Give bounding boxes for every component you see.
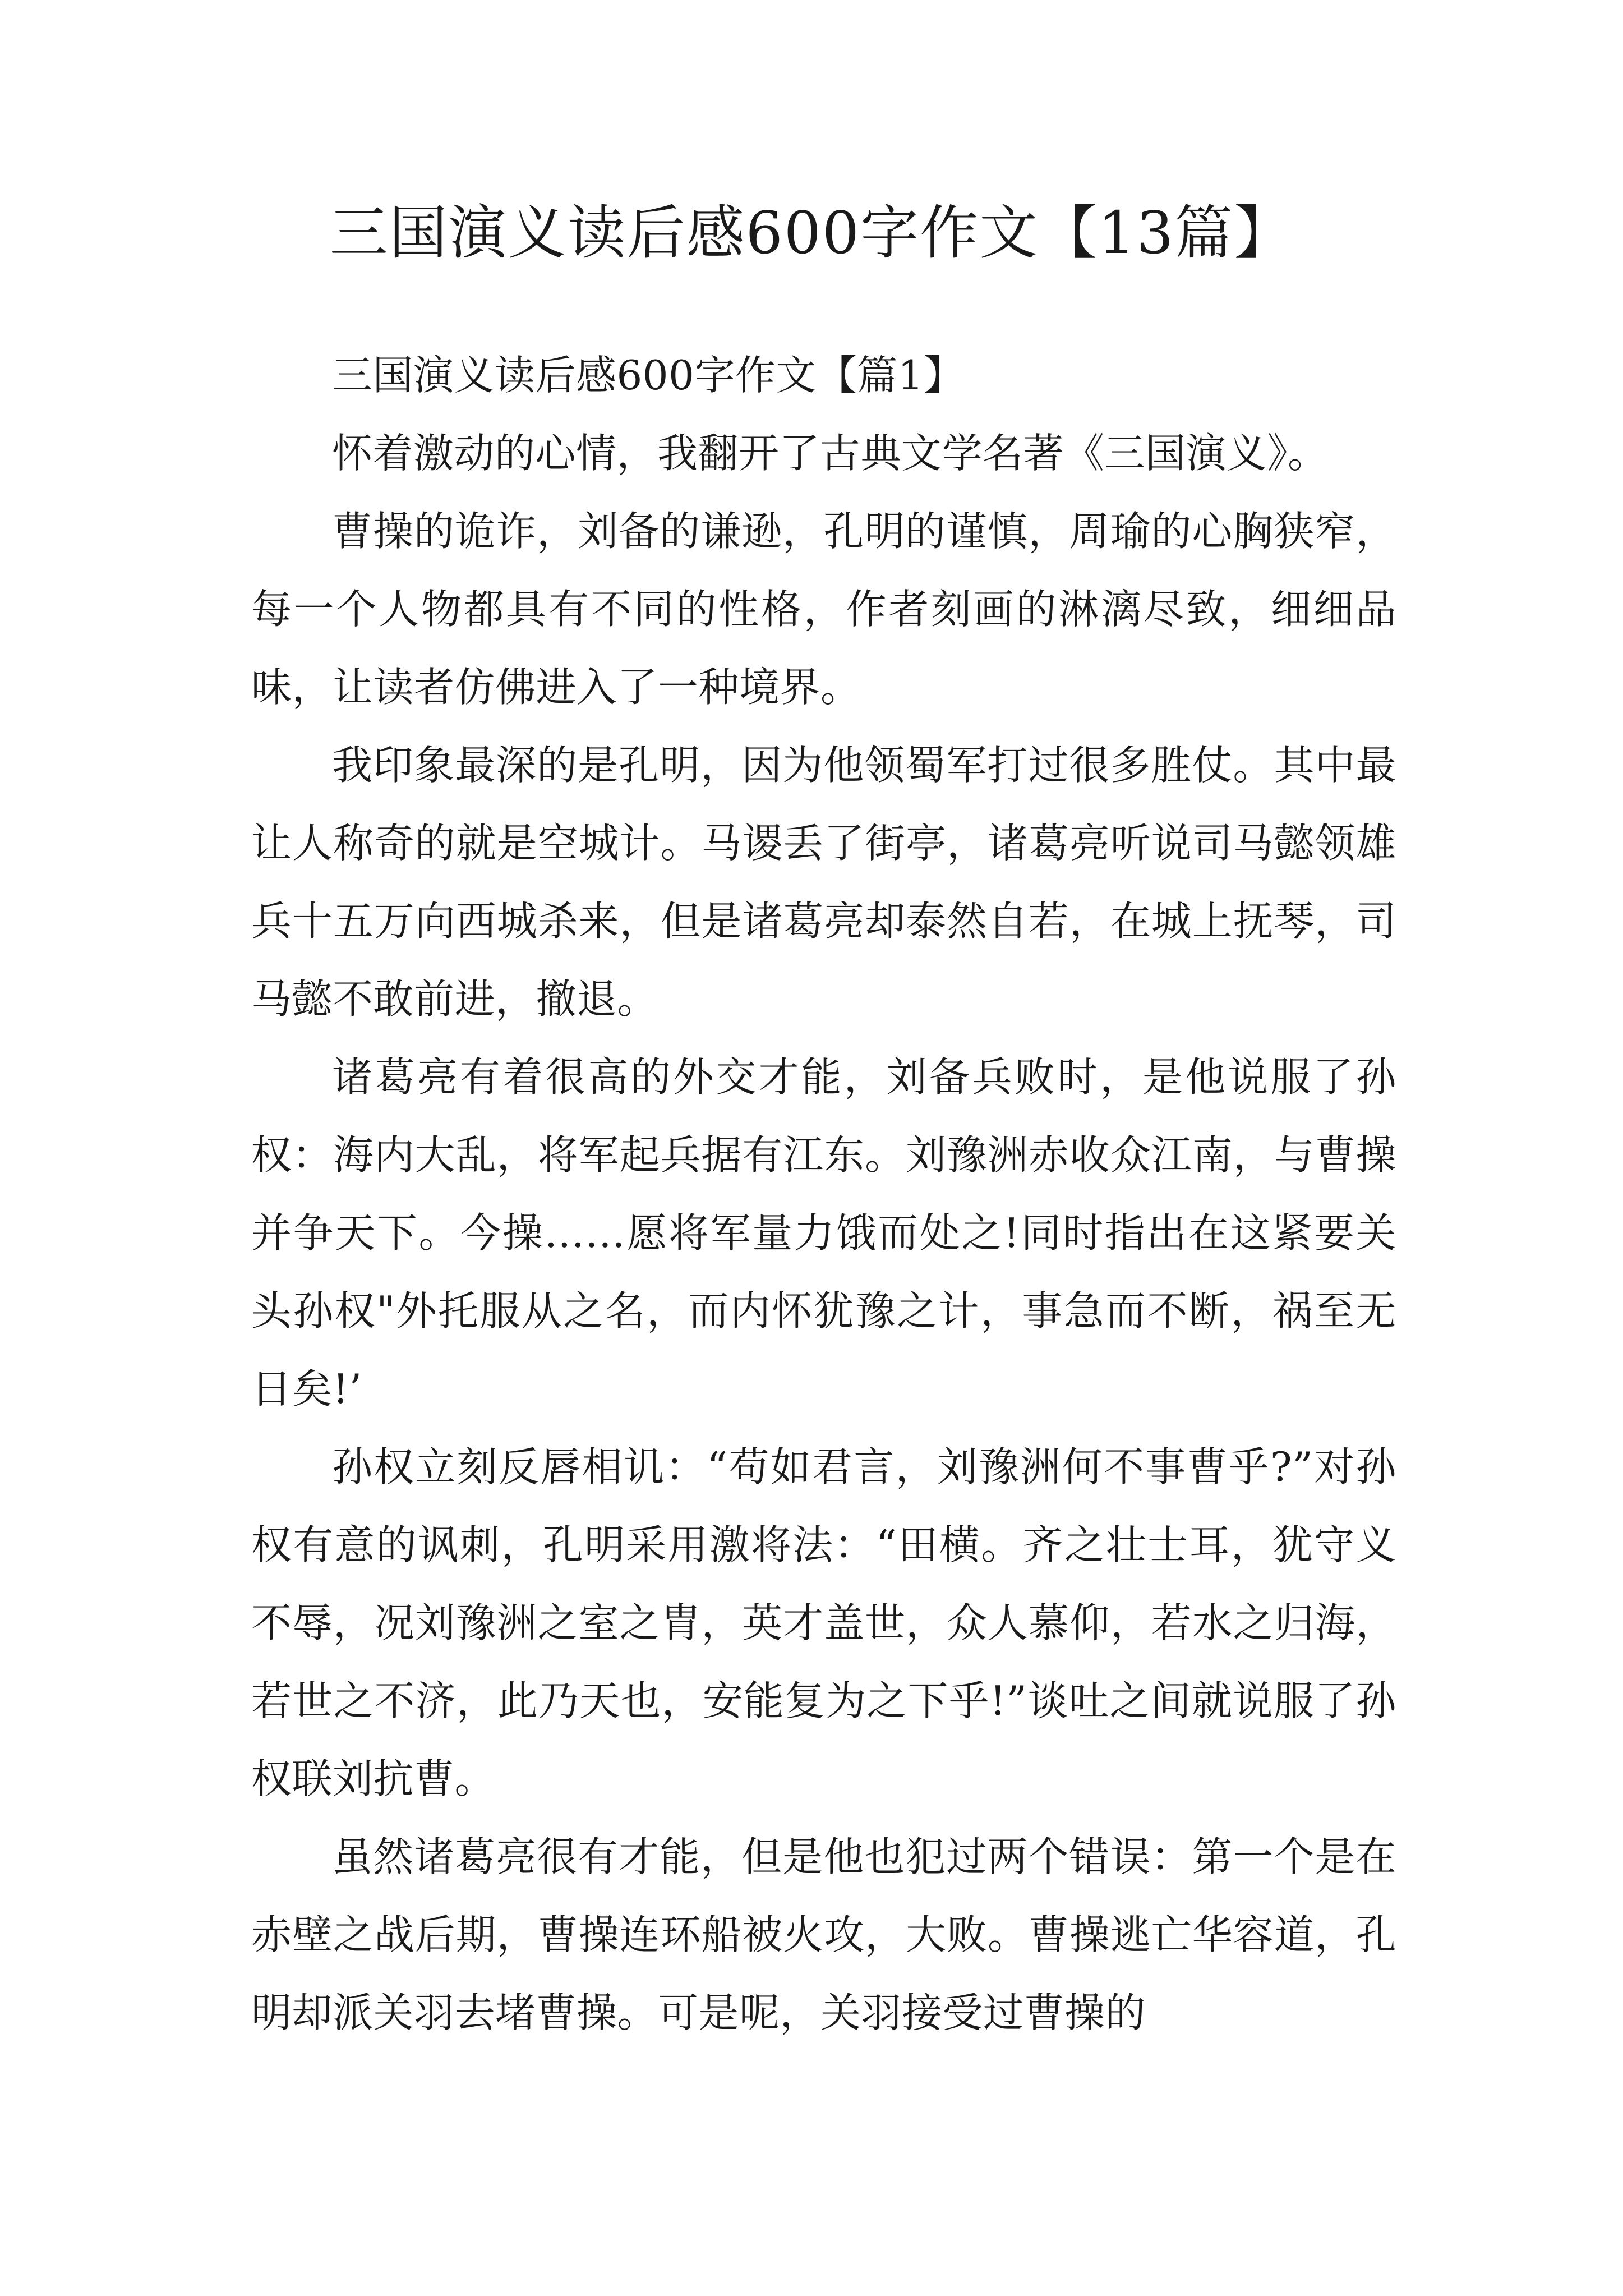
document-body [251,337,1396,2052]
section-heading: 三国演义读后感600字作文【篇1】 [332,352,965,399]
paragraph: 曹操的诡诈，刘备的谦逊，孔明的谨慎，周瑜的心胸狭窄，每一个人物都具有不同的性格，作者刻画的淋漓尽致，细细品味，让读者仿佛进入了一种境界。 [251,508,1396,711]
paragraph: 我印象最深的是孔明，因为他领蜀军打过很多胜仗。其中最让人称奇的就是空城计。马谡丢了街亭，诸葛亮听说司马懿领雄兵十五万向西城杀来，但是诸葛亮却泰然自若，在城上抚琴，司马懿不敢前进，撤退。 [251,742,1396,1023]
paragraph: 孙权立刻反唇相讥：“苟如君言，刘豫洲何不事曹乎?”对孙权有意的讽刺，孔明采用激将法：“田横。齐之壮士耳，犹守义不辱，况刘豫洲之室之胄，英才盖世，众人慕仰，若水之归海，若世之不济，此乃天也，安能复为之下乎!”谈吐之间就说服了孙权联刘抗曹。 [251,1443,1396,1802]
paragraph: 诸葛亮有着很高的外交才能，刘备兵败时，是他说服了孙权：海内大乱，将军起兵据有江东。刘豫洲赤收众江南，与曹操并争天下。今操……愿将军量力饿而处之!同时指出在这紧要关头孙权"外托服从之名，而内怀犹豫之计，事急而不断，祸至无日矣!’ [251,1053,1396,1412]
paragraph: 虽然诸葛亮很有才能，但是他也犯过两个错误：第一个是在赤壁之战后期，曹操连环船被火攻，大败。曹操逃亡华容道，孔明却派关羽去堵曹操。可是呢，关羽接受过曹操的 [251,1833,1396,2036]
document-title: 三国演义读后感600字作文【13篇】 [329,199,1294,267]
paragraph: 怀着激动的心情，我翻开了古典文学名著《三国演义》。 [332,430,1329,477]
